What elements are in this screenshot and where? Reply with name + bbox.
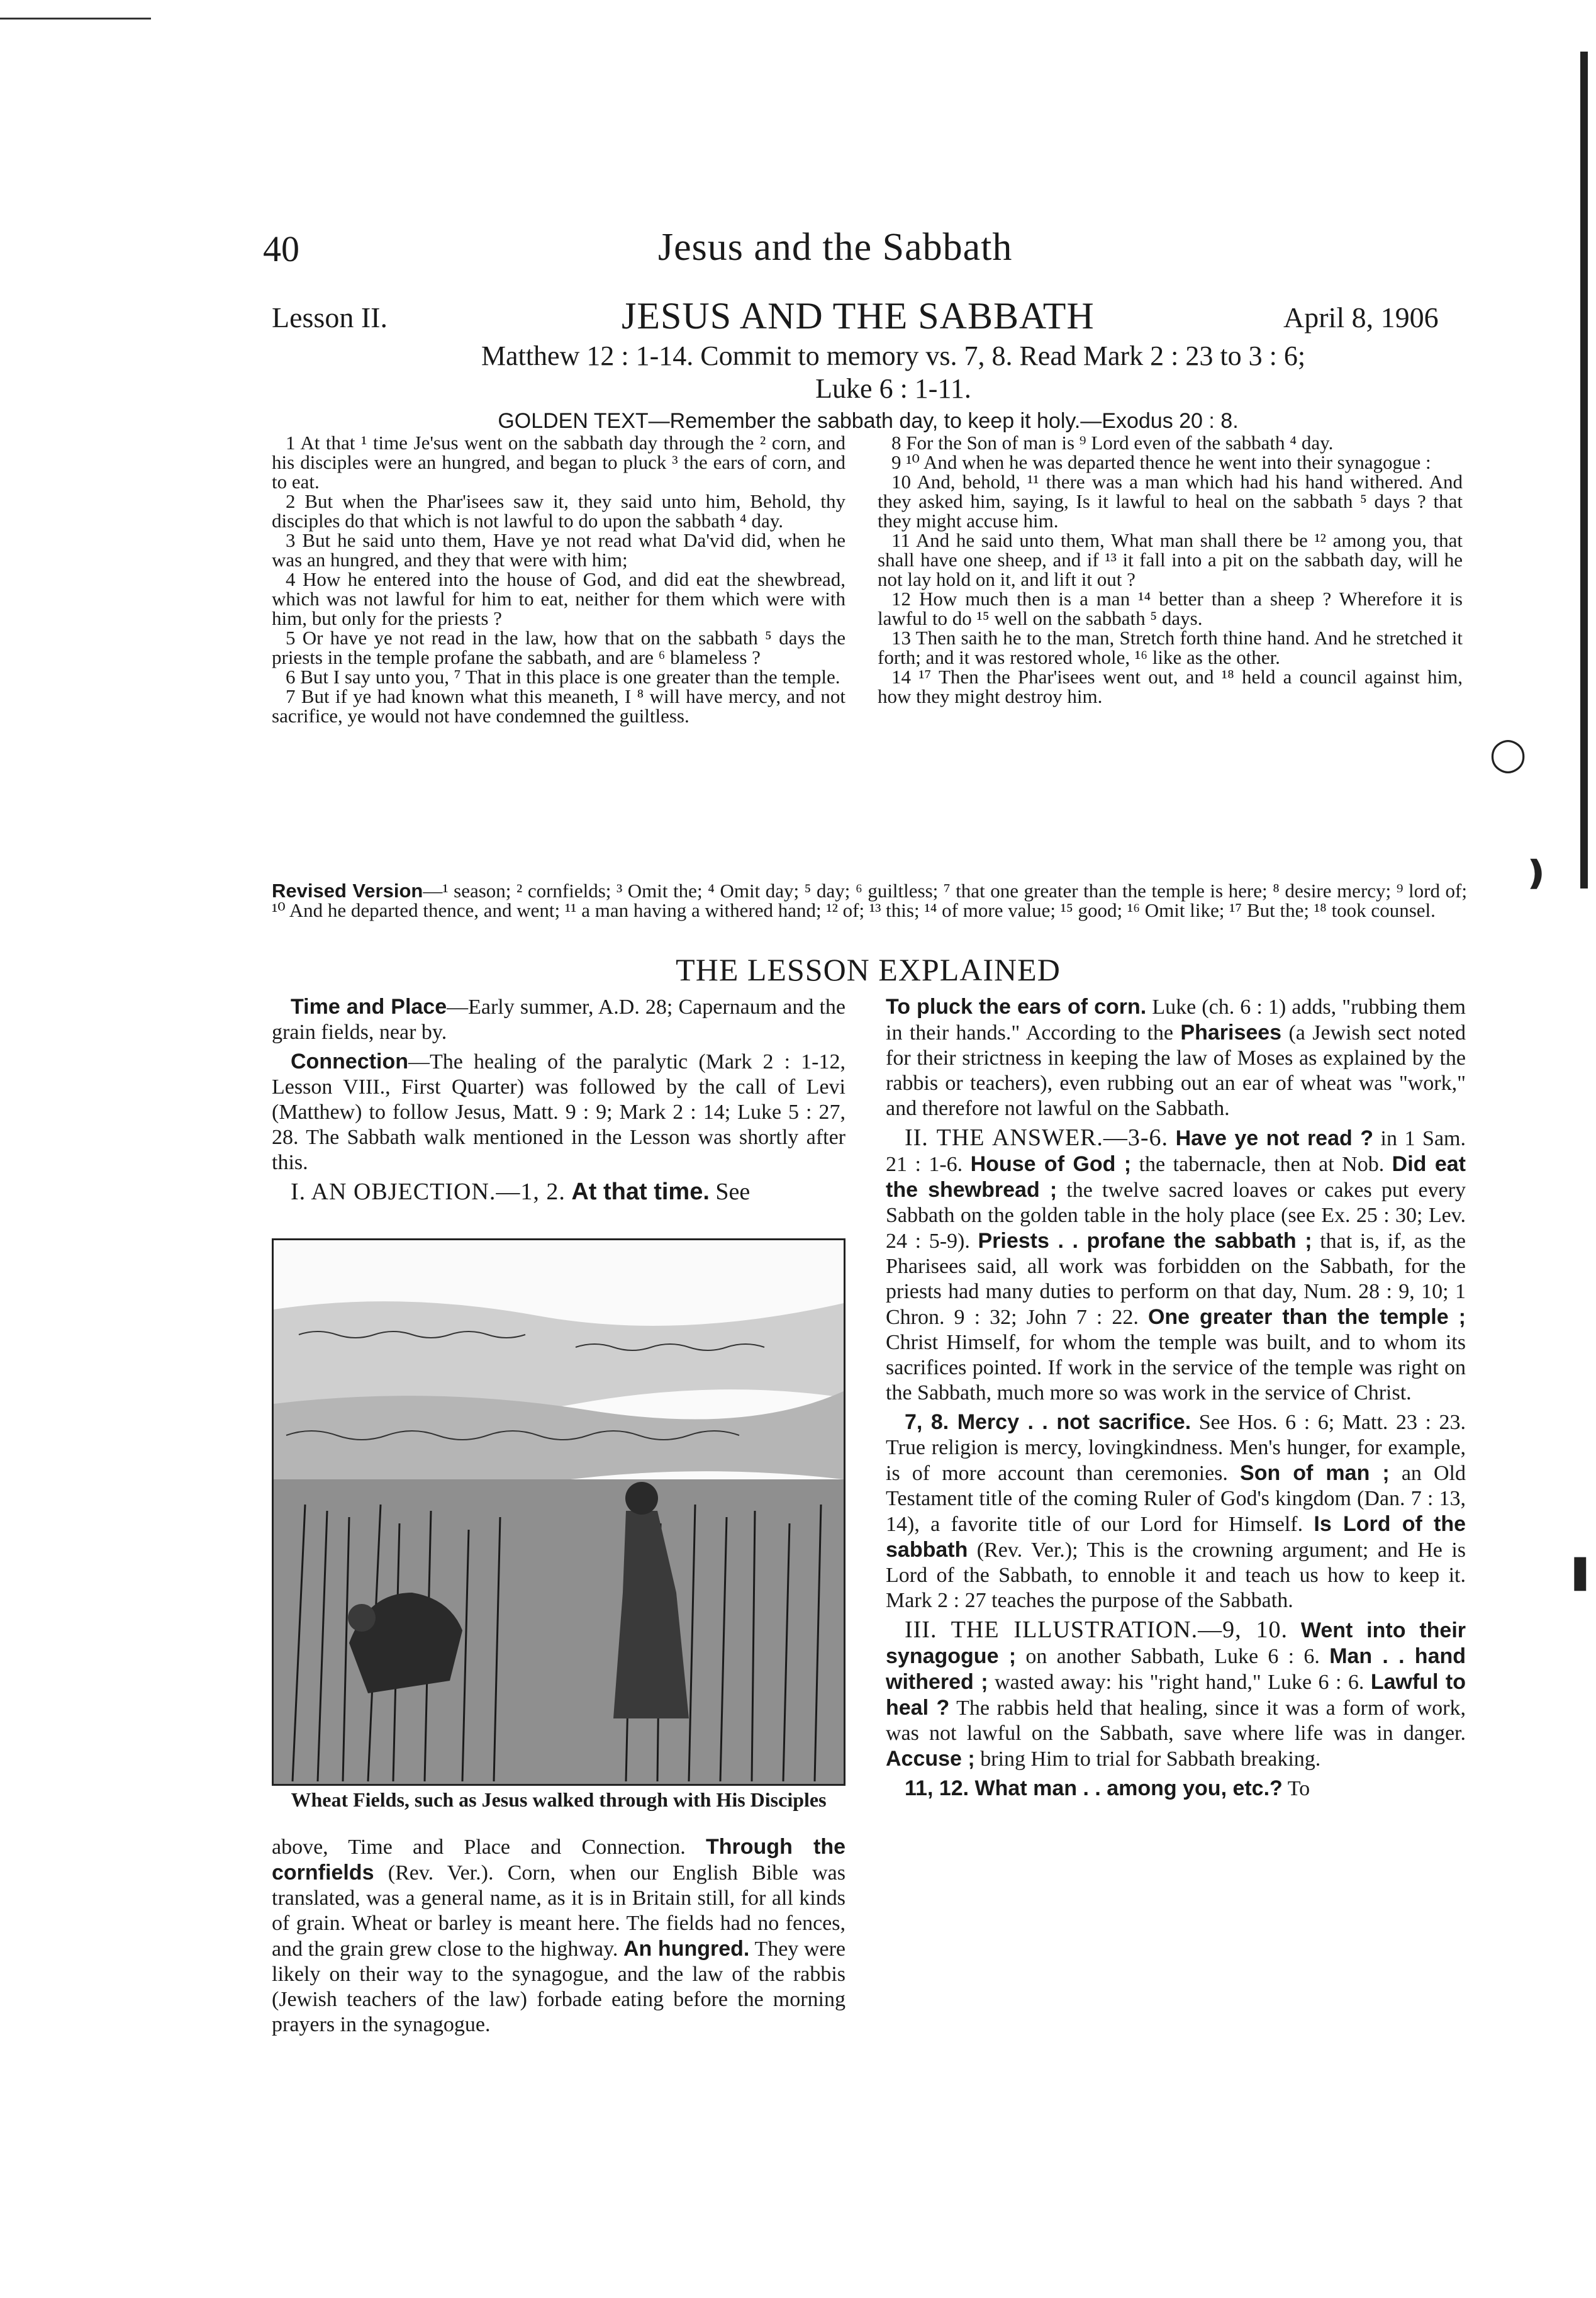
illustration-caption: Wheat Fields, such as Jesus walked through with His Disciples [291, 1788, 827, 1811]
verse: 6 But I say unto you, ⁷ That in this place is one greater than the temple. [286, 666, 840, 688]
objection-continued: (Rev. Ver.). Corn, when our English Bible was translated, was a general name, as it is in Britain still, for all kinds of grain. Wheat or barley is meant here. The fields had no fences, and the grain grew close to the highway. [272, 1861, 846, 1961]
revised-version-text: —¹ season; ² cornfields; ³ Omit the; ⁴ Omit day; ⁵ day; ⁶ guiltless; ⁷ that one greater than the temple is here; ⁸ desire mercy; ⁹ lord of; ¹⁰ And he departed thence, and went; ¹¹ a man having a withered hand; ¹² of; ¹³ this; ¹⁴ of more value; ¹⁵ good; ¹⁶ Omit like; ¹⁷ But the; ¹⁸ took counsel. [272, 880, 1467, 921]
verse: 1 At that ¹ time Je'sus went on the sabbath day through the ² corn, and his disciples were an hungred, and began to pluck ³ the ears of corn, and to eat. [272, 432, 845, 493]
verses-left-column [272, 433, 845, 726]
verse: 14 ¹⁷ Then the Phar'isees went out, and ¹⁸ held a council against him, how they might destroy him. [878, 666, 1463, 707]
house-label: House of God ; [970, 1152, 1132, 1176]
top-rule [0, 18, 151, 20]
priests-label: Priests . . profane the sabbath ; [978, 1229, 1312, 1253]
synagogue-text: on another Sabbath, Luke 6 : 6. [1025, 1645, 1320, 1668]
objection-start: At that time. [571, 1179, 710, 1205]
wheat-field-engraving [274, 1240, 844, 1784]
mercy-label: 7, 8. Mercy . . not sacrifice. [905, 1410, 1191, 1434]
accuse-label: Accuse ; [886, 1747, 975, 1771]
answer-heading: II. THE ANSWER.—3-6. [905, 1124, 1169, 1151]
verse: 5 Or have ye not read in the law, how that on the sabbath ⁵ days the priests in the temple profane the sabbath, and are ⁶ blameless ? [272, 627, 845, 668]
revised-version-notes [272, 881, 1467, 920]
explanation-left-bottom [272, 1834, 845, 2041]
pharisees-text: (a Jewish sect noted for their strictness in keeping the law of Moses as explained by the rabbis or teachers), even rubbing out an ear of wheat was "work," and therefore not lawful on the Sabbath. [886, 1021, 1466, 1120]
objection-continued: They were likely on their way to the synagogue, and the law of the rabbis (Jewish teachers of the law) forbade eating before the morning prayers in the synagogue. [272, 1937, 846, 2036]
lesson-title: JESUS AND THE SABBATH [622, 295, 1095, 337]
explanation-left-top [272, 994, 845, 1208]
greater-label: One greater than the temple ; [1147, 1305, 1466, 1329]
section-heading: THE LESSON EXPLAINED [676, 952, 1061, 987]
time-label: Time and Place [291, 995, 447, 1019]
withered-text: wasted away: his "right hand," Luke 6 : 6. [995, 1671, 1364, 1694]
time-text: —Early summer, A.D. 28; Capernaum and the grain fields, near by. [272, 995, 846, 1044]
connection-text: —The healing of the paralytic (Mark 2 : 1-12, Lesson VIII., First Quarter) was followed by the call of Levi (Matthew) to follow Jesus, Matt. 9 : 9; Mark 2 : 14; Luke 5 : 27, 28. The Sabbath walk mentioned in the Lesson was shortly after this. [272, 1050, 845, 1174]
house-text: the tabernacle, then at Nob. [1139, 1153, 1385, 1176]
verse: 9 ¹⁰ And when he was departed thence he went into their synagogue : [891, 451, 1431, 473]
through-label: Through the cornfields [272, 1835, 846, 1885]
golden-text: GOLDEN TEXT—Remember the sabbath day, to keep it holy.—Exodus 20 : 8. [498, 409, 1239, 433]
lord-text: (Rev. Ver.); This is the crowning argument; and He is Lord of the Sabbath, to ennoble it and teach us how to keep it. Mark 2 : 27 teaches the purpose of the Sabbath. [886, 1539, 1466, 1612]
right-edge-bar [1580, 52, 1588, 888]
verse: 11 And he said unto them, What man shall there be ¹² among you, that shall have one sheep, and if ¹³ it fall into a pit on the sabbath day, will he not lay hold on it, and lift it out ? [878, 529, 1463, 590]
hungred-label: An hungred. [623, 1937, 750, 1961]
withered-label: Man . . hand withered ; [886, 1644, 1466, 1694]
son-label: Son of man ; [1240, 1461, 1390, 1485]
pluck-text: Luke (ch. 6 : 1) adds, "rubbing them in their hands." According to the [886, 995, 1466, 1045]
scripture-reference [315, 340, 1472, 405]
heal-label: Lawful to heal ? [886, 1670, 1466, 1720]
son-text: an Old Testament title of the coming Ruler of God's kingdom (Dan. 7 : 13, 14), a favorite title of our Lord for Himself. [886, 1462, 1466, 1536]
connection-label: Connection [291, 1050, 408, 1073]
answer-question: Have ye not read ? [1175, 1126, 1374, 1150]
verse: 7 But if ye had known what this meaneth, I ⁸ will have mercy, and not sacrifice, ye would not have condemned the guiltless. [272, 685, 845, 727]
pharisees-label: Pharisees [1180, 1021, 1282, 1045]
greater-text: Christ Himself, for whom the temple was built, and to whom its sacrifices pointed. If work in the service of the temple was right on the Sabbath, much more so was work in the service of Christ. [886, 1331, 1466, 1404]
priests-text: that is, if, as the Pharisees said, all work was forbidden on the Sabbath, for the priests had many duties to perform on that day, Num. 28 : 9, 10; 1 Chron. 9 : 32; John 7 : 22. [886, 1230, 1466, 1329]
verse: 4 How he entered into the house of God, and did eat the shewbread, which was not lawful for him to eat, neither for them which were with him, but only for the priests ? [272, 568, 845, 629]
lesson-label: Lesson II. [272, 301, 388, 333]
heal-text: The rabbis held that healing, since it was a form of work, was not lawful on the Sabbath, save where life was in danger. [886, 1696, 1466, 1745]
whatman-text: To [1287, 1777, 1310, 1800]
objection-see: See [715, 1179, 751, 1205]
synagogue-label: Went into their synagogue ; [886, 1618, 1466, 1668]
answer-reference: in 1 Sam. 21 : 1-6. [886, 1127, 1466, 1176]
verse: 13 Then saith he to the man, Stretch forth thine hand. And he stretched it forth; and it was restored whole, ¹⁶ like as the other. [878, 627, 1463, 668]
verse: 8 For the Son of man is ⁹ Lord even of the sabbath ⁴ day. [891, 432, 1334, 454]
margin-mark: ❫ [1522, 856, 1550, 892]
illustration-heading: III. THE ILLUSTRATION.—9, 10. [905, 1617, 1288, 1643]
shewbread-text: the twelve sacred loaves or cakes put every Sabbath on the golden table in the holy place (see Ex. 25 : 30; Lev. 24 : 5-9). [886, 1179, 1466, 1253]
objection-continued: above, Time and Place and Connection. [272, 1836, 686, 1859]
revised-version-label: Revised Version [272, 880, 423, 902]
verse: 10 And, behold, ¹¹ there was a man which had his hand withered. And they asked him, saying, Is it lawful to heal on the sabbath ⁵ days ? that they might accuse him. [878, 471, 1463, 532]
objection-heading: I. AN OBJECTION.—1, 2. [291, 1179, 566, 1205]
running-head: Jesus and the Sabbath [658, 226, 1013, 269]
margin-mark: ◯ [1490, 737, 1527, 773]
lesson-date: April 8, 1906 [1283, 301, 1439, 333]
wheat-field-illustration [272, 1238, 845, 1786]
explanation-right [886, 994, 1466, 1805]
shewbread-label: Did eat the shewbread ; [886, 1152, 1466, 1202]
whatman-label: 11, 12. What man . . among you, etc.? [905, 1776, 1283, 1800]
page-number: 40 [263, 228, 299, 269]
verse: 2 But when the Phar'isees saw it, they said unto him, Behold, thy disciples do that which is not lawful to do upon the sabbath ⁴ day. [272, 490, 845, 532]
verse: 3 But he said unto them, Have ye not read what Da'vid did, when he was an hungred, and they that were with him; [272, 529, 845, 571]
margin-mark: ❚ [1566, 1554, 1594, 1590]
scripture-line: Luke 6 : 1-11. [815, 373, 971, 404]
accuse-text: bring Him to trial for Sabbath breaking. [980, 1747, 1321, 1771]
lord-label: Is Lord of the sabbath [886, 1512, 1466, 1562]
verse: 12 How much then is a man ¹⁴ better than a sheep ? Wherefore it is lawful to do ¹⁵ well on the sabbath ⁵ days. [878, 588, 1463, 629]
scripture-line: Matthew 12 : 1-14. Commit to memory vs. 7, 8. Read Mark 2 : 23 to 3 : 6; [481, 340, 1306, 371]
mercy-text: See Hos. 6 : 6; Matt. 23 : 23. True religion is mercy, lovingkindness. Men's hunger, for example, is of more account than ceremonies. [886, 1411, 1466, 1485]
pluck-label: To pluck the ears of corn. [886, 995, 1147, 1019]
verses-right-column [878, 433, 1463, 706]
